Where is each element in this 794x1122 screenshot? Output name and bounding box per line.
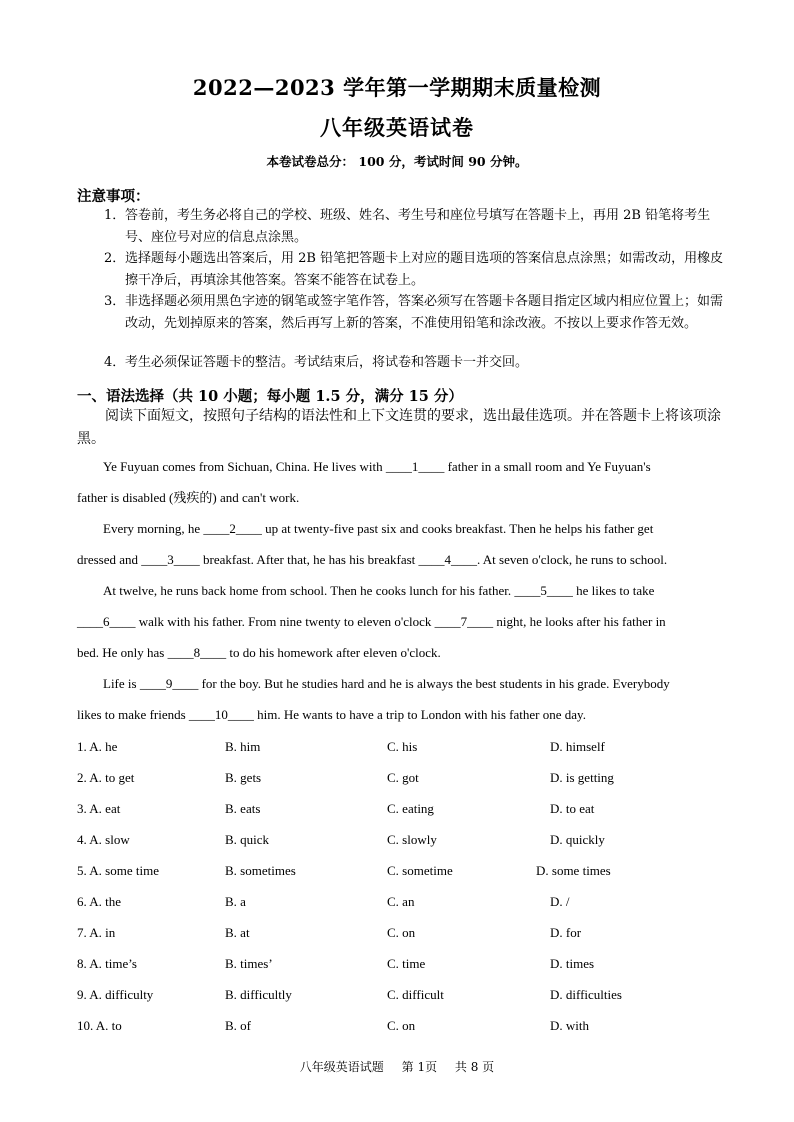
option-c: C. on — [387, 925, 416, 940]
notes-heading: 注意事项： — [77, 188, 150, 205]
option-d: D. quickly — [550, 832, 605, 847]
note-item — [104, 205, 724, 248]
option-b: B. of — [225, 1018, 251, 1033]
section-instructions: 阅读下面短文，按照句子结构的语法性和上下文连贯的要求，选出最佳选项。并在答题卡上将该项涂黑。 — [77, 408, 721, 447]
option-d: D. with — [550, 1018, 589, 1033]
passage-line: Ye Fuyuan comes from Sichuan, China. He lives with ____1____ father in a small room and Ye Fuyuan's — [103, 459, 651, 474]
option-c: C. difficult — [387, 987, 444, 1002]
option-b: B. quick — [225, 832, 270, 847]
option-d: D. himself — [550, 739, 605, 754]
option-b: B. sometimes — [225, 863, 296, 878]
footer-page-number: 第 1页 — [401, 1060, 438, 1074]
page-footer — [0, 1058, 794, 1075]
note-text: 选择题每小题选出答案后，用 2B 铅笔把答题卡上对应的题目选项的答案信息点涂黑；如需改动，用橡皮擦干净后，再填涂其他答案。答案不能答在试卷上。 — [125, 251, 724, 288]
option-d: D. to eat — [550, 801, 595, 816]
section-heading: 一、语法选择（共 10 小题；每小题 1.5 分，满分 15 分） — [77, 388, 463, 405]
question-row — [77, 956, 722, 976]
passage-line: bed. He only has ____8____ to do his homework after eleven o'clock. — [77, 645, 441, 660]
footer-page-total: 共 8 页 — [454, 1060, 495, 1074]
option-d: D. is getting — [550, 770, 614, 785]
passage — [77, 451, 722, 730]
score-info: 本卷试卷总分： 100 分，考试时间 90 分钟。 — [266, 154, 528, 169]
note-number: 2． — [104, 251, 126, 266]
option-a: 5. A. some time — [77, 863, 159, 878]
footer-subject: 八年级英语试题 — [299, 1060, 384, 1074]
option-b: B. eats — [225, 801, 261, 816]
question-row — [77, 770, 722, 790]
option-d: D. some times — [536, 863, 611, 878]
option-a: 2. A. to get — [77, 770, 135, 785]
option-b: B. at — [225, 925, 250, 940]
option-b: B. times’ — [225, 956, 273, 971]
option-a: 4. A. slow — [77, 832, 130, 847]
option-c: C. his — [387, 739, 418, 754]
option-b: B. a — [225, 894, 246, 909]
question-row — [77, 739, 722, 759]
note-number: 3． — [104, 294, 126, 309]
question-row — [77, 987, 722, 1007]
option-b: B. gets — [225, 770, 262, 785]
option-a: 6. A. the — [77, 894, 122, 909]
option-d: D. for — [550, 925, 582, 940]
option-a: 1. A. he — [77, 739, 118, 754]
question-row — [77, 1018, 722, 1038]
passage-line: dressed and ____3____ breakfast. After that, he has his breakfast ____4____. At seven o'clock, he runs to school. — [77, 552, 668, 567]
option-c: C. time — [387, 956, 426, 971]
option-c: C. got — [387, 770, 419, 785]
passage-line: ____6____ walk with his father. From nine twenty to eleven o'clock ____7____ night, he looks after his father in — [77, 614, 666, 629]
note-number: 1． — [104, 208, 126, 223]
option-a: 3. A. eat — [77, 801, 121, 816]
note-text: 非选择题必须用黑色字迹的钢笔或签字笔作答，答案必须写在答题卡各题目指定区域内相应位置上；如需改动，先划掉原来的答案，然后再写上新的答案，不准使用铅笔和涂改液。不按以上要求作答无效。 — [125, 294, 724, 331]
exam-subtitle: 八年级英语试卷 — [320, 115, 474, 140]
option-d: D. difficulties — [550, 987, 622, 1002]
note-text: 考生必须保证答题卡的整洁。考试结束后，将试卷和答题卡一并交回。 — [125, 355, 529, 370]
passage-line: likes to make friends ____10____ him. He wants to have a trip to London with his father one day. — [77, 707, 586, 722]
question-row — [77, 894, 722, 914]
option-c: C. eating — [387, 801, 434, 816]
passage-line: At twelve, he runs back home from school. Then he cooks lunch for his father. ____5____ he likes to take — [103, 583, 655, 598]
option-b: B. him — [225, 739, 261, 754]
question-row — [77, 863, 722, 883]
note-item — [104, 352, 724, 374]
option-a: 8. A. time’s — [77, 956, 137, 971]
option-c: C. slowly — [387, 832, 437, 847]
passage-line: Life is ____9____ for the boy. But he studies hard and he is always the best students in his grade. Everybody — [103, 676, 670, 691]
option-c: C. an — [387, 894, 415, 909]
question-row — [77, 925, 722, 945]
exam-title: 2022—2023 学年第一学期期末质量检测 — [192, 75, 602, 100]
question-row — [77, 801, 722, 821]
note-number: 4． — [104, 355, 126, 370]
option-c: C. sometime — [387, 863, 453, 878]
option-d: D. / — [550, 894, 570, 909]
option-c: C. on — [387, 1018, 416, 1033]
passage-line: Every morning, he ____2____ up at twenty-five past six and cooks breakfast. Then he helps his father get — [103, 521, 654, 536]
option-a: 9. A. difficulty — [77, 987, 154, 1002]
option-a: 7. A. in — [77, 925, 116, 940]
note-item — [104, 248, 724, 291]
passage-line: father is disabled (残疾的) and can't work. — [77, 490, 300, 505]
question-row — [77, 832, 722, 852]
option-a: 10. A. to — [77, 1018, 122, 1033]
note-text: 答卷前，考生务必将自己的学校、班级、姓名、考生号和座位号填写在答题卡上，再用 2B 铅笔将考生号、座位号对应的信息点涂黑。 — [125, 208, 711, 245]
option-b: B. difficultly — [225, 987, 292, 1002]
note-item — [104, 291, 724, 334]
option-d: D. times — [550, 956, 595, 971]
